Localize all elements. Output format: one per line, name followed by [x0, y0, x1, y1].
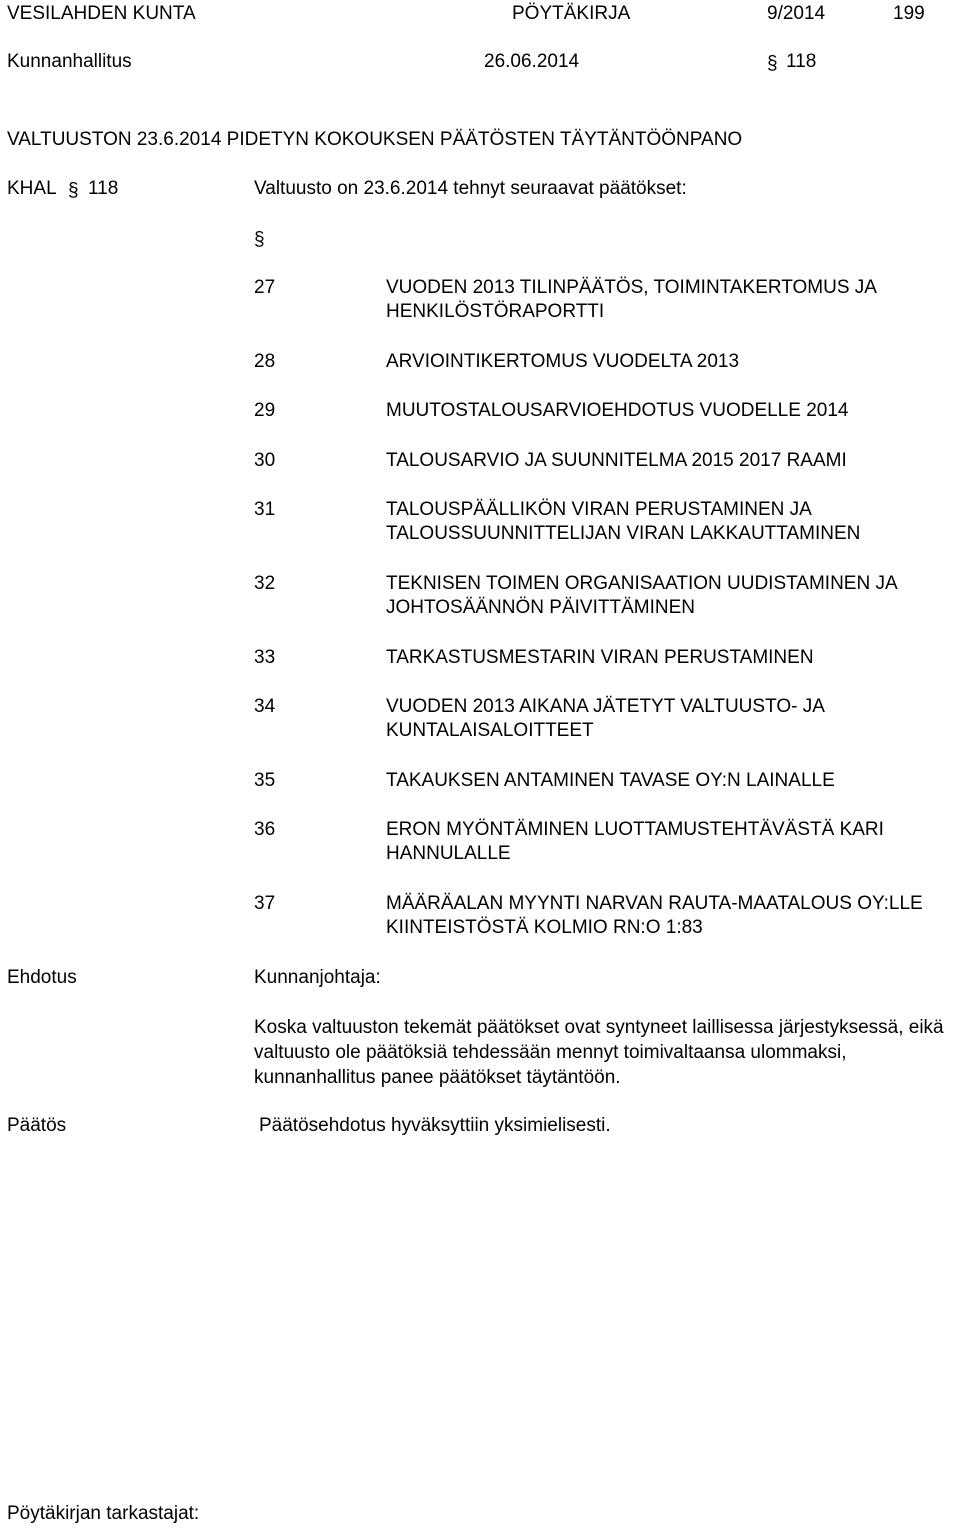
item-number: 35: [254, 770, 276, 791]
item-number: 33: [254, 647, 276, 668]
item-number: 31: [254, 499, 276, 520]
item-text: VUODEN 2013 AIKANA JÄTETYT VALTUUSTO- JA KUNTALAISALOITTEET: [386, 696, 824, 741]
proposal-label: Ehdotus: [7, 967, 77, 988]
khal-intro: Valtuusto on 23.6.2014 tehnyt seuraavat päätökset:: [254, 178, 687, 199]
item-text: TAKAUKSEN ANTAMINEN TAVASE OY:N LAINALLE: [386, 770, 835, 791]
item-text: TALOUSARVIO JA SUUNNITELMA 2015 2017 RAAMI: [386, 450, 847, 471]
item-number: 29: [254, 400, 276, 421]
item-text: ARVIOINTIKERTOMUS VUODELTA 2013: [386, 351, 740, 372]
decision-label: Päätös: [7, 1115, 67, 1136]
khal-section-symbol: §: [68, 180, 79, 201]
page-title: VALTUUSTON 23.6.2014 PIDETYN KOKOUKSEN PÄÄTÖSTEN TÄYTÄNTÖÖNPANO: [7, 129, 743, 150]
section-number: 118: [786, 51, 817, 72]
body-name: Kunnanhallitus: [7, 51, 132, 72]
reviewers-label: Pöytäkirjan tarkastajat:: [7, 1503, 200, 1524]
proposal-text: Koska valtuuston tekemät päätökset ovat syntyneet laillisessa järjestyksessä, eikä valtuusto ole päätöksiä tehdessään mennyt toimivaltaansa ulommaksi, kunnanhallitus panee päätökset täytäntöön.: [254, 1017, 944, 1088]
item-number: 28: [254, 351, 276, 372]
item-number: 32: [254, 573, 276, 594]
item-text: TARKASTUSMESTARIN VIRAN PERUSTAMINEN: [386, 647, 814, 668]
item-text: MUUTOSTALOUSARVIOEHDOTUS VUODELLE 2014: [386, 400, 849, 421]
item-number: 36: [254, 819, 276, 840]
meeting-date: 26.06.2014: [484, 51, 580, 72]
municipality-name: VESILAHDEN KUNTA: [7, 3, 196, 24]
document-type: PÖYTÄKIRJA: [512, 3, 631, 24]
item-number: 34: [254, 696, 276, 717]
item-text: TALOUSPÄÄLLIKÖN VIRAN PERUSTAMINEN JA TALOUSSUUNNITTELIJAN VIRAN LAKKAUTTAMINEN: [386, 499, 861, 544]
items-section-symbol: §: [254, 229, 265, 250]
decision-text: Päätösehdotus hyväksyttiin yksimielisesti.: [259, 1115, 611, 1136]
item-number: 27: [254, 277, 276, 298]
item-text: ERON MYÖNTÄMINEN LUOTTAMUSTEHTÄVÄSTÄ KARI HANNULALLE: [386, 819, 884, 864]
item-number: 37: [254, 893, 276, 914]
item-number: 30: [254, 450, 276, 471]
page-number: 199: [893, 3, 925, 24]
item-text: MÄÄRÄALAN MYYNTI NARVAN RAUTA-MAATALOUS OY:LLE KIINTEISTÖSTÄ KOLMIO RN:O 1:83: [386, 893, 923, 938]
document-number: 9/2014: [767, 3, 826, 24]
khal-label: KHAL: [7, 178, 57, 199]
section-symbol: §: [767, 53, 778, 74]
khal-section-number: 118: [88, 178, 119, 199]
proposal-author: Kunnanjohtaja:: [254, 967, 381, 988]
item-text: TEKNISEN TOIMEN ORGANISAATION UUDISTAMINEN JA JOHTOSÄÄNNÖN PÄIVITTÄMINEN: [386, 573, 897, 618]
item-text: VUODEN 2013 TILINPÄÄTÖS, TOIMINTAKERTOMUS JA HENKILÖSTÖRAPORTTI: [386, 277, 876, 322]
